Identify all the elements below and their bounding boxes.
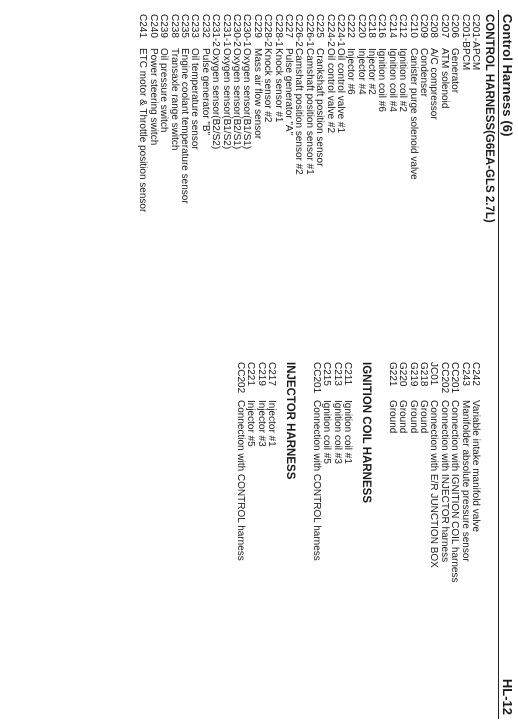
connector-description: Mass air flow sensor (251, 48, 263, 140)
connector-description: Oxygen sensor(B2/S1) (231, 48, 243, 150)
connector-code: C235 (179, 14, 191, 38)
connector-row (189, 14, 199, 212)
connector-row (293, 14, 303, 212)
connector-row (234, 362, 244, 561)
connector-row (251, 14, 261, 212)
connector-code: C225 (314, 14, 326, 38)
connector-row (324, 14, 334, 212)
connector-row (428, 362, 438, 582)
connector-code: C242 (470, 362, 481, 386)
connector-description: Injector #6 (345, 48, 357, 95)
connector-code: CC202 (438, 362, 450, 394)
page-title: Control Harness (6) (500, 14, 515, 137)
connector-code: C227 (282, 14, 294, 38)
connector-code: C219 (255, 362, 267, 386)
connector-code: C206 (449, 14, 461, 38)
ignition-coil-harness-heading: IGNITION COIL HARNESS (360, 362, 372, 503)
connector-code: C224-2 (324, 14, 336, 47)
connector-description: PCM (459, 48, 471, 71)
connector-row (418, 362, 428, 582)
connector-code: C233 (189, 14, 201, 38)
connector-description: Ground (386, 400, 398, 434)
connector-row (137, 14, 147, 212)
connector-row (386, 362, 396, 582)
connector-description: Oil temperature sensor (189, 48, 201, 150)
connector-row (438, 362, 448, 582)
connector-row (266, 362, 276, 561)
connector-description: Oxygen sensor(B2/S2) (210, 48, 222, 150)
connector-code: C229 (251, 14, 263, 38)
connector-row (459, 362, 469, 582)
connector-code: G221 (386, 362, 398, 387)
connector-description: Engine coolant temperature sensor (179, 48, 191, 204)
connector-description: Variable intake manifold valve (470, 400, 481, 533)
connector-description: A/C compressor (428, 48, 440, 120)
connector-description: Canister purge solenoid valve (407, 48, 419, 180)
connector-description: Generator (449, 48, 461, 94)
connector-code: C222 (345, 14, 357, 38)
connector-description: Crankshaft position sensor (314, 48, 326, 167)
connector-description: ATM solenoid (438, 48, 450, 109)
connector-description: Injector #2 (366, 48, 378, 95)
connector-row (355, 14, 365, 212)
connector-code: CC202 (234, 362, 246, 394)
connector-row (376, 14, 386, 212)
connector-row (345, 14, 355, 212)
connector-row (255, 362, 265, 561)
connector-description: Ignition coil #3 (331, 400, 343, 464)
connector-code: C241 (137, 14, 149, 38)
connector-description: Condenser (418, 48, 430, 97)
connector-description: Injector #1 (266, 400, 277, 447)
connector-code: C201-B (459, 14, 471, 48)
connector-row (407, 362, 417, 582)
page-number: HL-12 (500, 678, 515, 715)
connector-row (366, 14, 376, 212)
connector-row (210, 14, 220, 212)
connector-description: Ignition coil #1 (342, 400, 353, 464)
connector-code: C209 (418, 14, 430, 38)
connector-row (179, 14, 189, 212)
connector-row (386, 14, 396, 212)
connector-row (148, 14, 158, 212)
connector-code: CC201 (310, 362, 322, 394)
connector-code: C214 (386, 14, 398, 38)
connector-description: Connection with CONTROL harness (234, 400, 246, 561)
connector-row (220, 14, 230, 212)
connector-description: Power steering switch (147, 48, 159, 146)
connector-code: C230-1 (241, 14, 253, 47)
connector-row (158, 14, 168, 212)
connector-row (449, 362, 459, 582)
connector-row (303, 14, 313, 212)
connector-row (449, 14, 459, 212)
connector-code: C230-2 (231, 14, 243, 47)
injector-harness-list (234, 362, 276, 561)
connector-row (342, 362, 352, 561)
connector-row (470, 362, 480, 582)
connector-code: G220 (397, 362, 409, 387)
connector-description: Oil control valve #1 (334, 48, 346, 134)
connector-code: C228-2 (262, 14, 274, 47)
connector-description: PCM (470, 48, 481, 71)
connector-code: C218 (366, 14, 378, 38)
connector-description: Connection with E/R JUNCTION BOX (428, 400, 440, 568)
connector-code: C232 (199, 14, 211, 38)
connector-row (418, 14, 428, 212)
connector-description: Pulse generator "B" (199, 48, 211, 136)
connector-row (407, 14, 417, 212)
connector-description: Knock sensor #1 (272, 48, 284, 123)
connector-row (397, 14, 407, 212)
connector-row (335, 14, 345, 212)
control-harness-list-continued (386, 362, 480, 582)
connector-row (428, 14, 438, 212)
connector-code: C201-A (470, 14, 481, 48)
connector-description: Oxygen sensor(B1/S2) (220, 48, 232, 150)
connector-row (321, 362, 331, 561)
connector-code: C221 (245, 362, 257, 386)
connector-description: Oxygen sensor(B1/S1) (241, 48, 253, 150)
connector-code: C238 (168, 14, 180, 38)
ignition-coil-harness-list (310, 362, 352, 561)
connector-row (310, 362, 320, 561)
connector-row (199, 14, 209, 212)
connector-description: Ignition coil #6 (376, 48, 388, 112)
connector-row (283, 14, 293, 212)
connector-code: C224-1 (334, 14, 346, 47)
connector-description: Connection with INJECTOR harness (438, 400, 450, 563)
control-harness-list (137, 14, 480, 212)
connector-code: C240 (147, 14, 159, 38)
connector-description: Camshaft position sensor #2 (293, 48, 305, 175)
connector-code: C239 (158, 14, 170, 38)
connector-code: G218 (418, 362, 430, 387)
connector-description: Ignition coil #5 (321, 400, 333, 464)
connector-row (438, 14, 448, 212)
connector-code: C216 (376, 14, 388, 38)
connector-description: Ground (418, 400, 430, 434)
connector-description: Oil control valve #2 (324, 48, 336, 134)
connector-code: C228-1 (272, 14, 284, 47)
connector-row (331, 362, 341, 561)
injector-harness-heading: INJECTOR HARNESS (284, 362, 296, 480)
connector-code: C243 (459, 362, 471, 386)
connector-description: Transaxle range switch (168, 48, 180, 151)
connector-description: Injector #5 (245, 400, 257, 447)
connector-code: C220 (355, 14, 367, 38)
connector-row (397, 362, 407, 582)
connector-description: Ignition coil #2 (397, 48, 409, 112)
connector-code: JC01 (428, 362, 440, 386)
connector-description: Connection with IGNITION COIL harness (449, 400, 461, 583)
connector-code: C215 (321, 362, 333, 386)
connector-code: C213 (331, 362, 343, 386)
connector-description: Injector #4 (355, 48, 367, 95)
connector-code: C208 (428, 14, 440, 38)
connector-description: Knock sensor #2 (262, 48, 274, 123)
connector-description: Oil pressure switch (158, 48, 170, 133)
connector-row (459, 14, 469, 212)
connector-code: C226-2 (293, 14, 305, 47)
connector-code: G219 (407, 362, 419, 387)
control-harness-heading: CONTROL HARNESS(G6EA-GLS 2.7L) (483, 14, 495, 223)
connector-row (470, 14, 480, 212)
connector-description: ETC motor & Throttle position sensor (137, 48, 149, 213)
connector-code: CC201 (449, 362, 461, 394)
connector-code: C231-2 (210, 14, 222, 47)
connector-code: C210 (407, 14, 419, 38)
connector-description: Manifolder absolute pressure sensor (459, 400, 471, 562)
connector-description: Ground (407, 400, 419, 434)
connector-row (262, 14, 272, 212)
connector-row (314, 14, 324, 212)
connector-row (272, 14, 282, 212)
connector-description: Ignition coil #4 (386, 48, 398, 112)
connector-row (231, 14, 241, 212)
connector-description: Ground (397, 400, 409, 434)
connector-code: C212 (397, 14, 409, 38)
connector-description: Camshaft position sensor #1 (303, 48, 315, 175)
connector-code: C211 (342, 362, 353, 386)
connector-row (168, 14, 178, 212)
connector-code: C226-1 (303, 14, 315, 47)
connector-code: C207 (438, 14, 450, 38)
connector-code: C231-1 (220, 14, 232, 47)
title-divider (498, 10, 499, 719)
connector-description: Pulse generator "A" (282, 48, 294, 136)
connector-row (241, 14, 251, 212)
connector-code: C217 (266, 362, 277, 386)
connector-description: Connection with CONTROL harness (310, 400, 322, 561)
connector-row (245, 362, 255, 561)
connector-description: Injector #3 (255, 400, 267, 447)
